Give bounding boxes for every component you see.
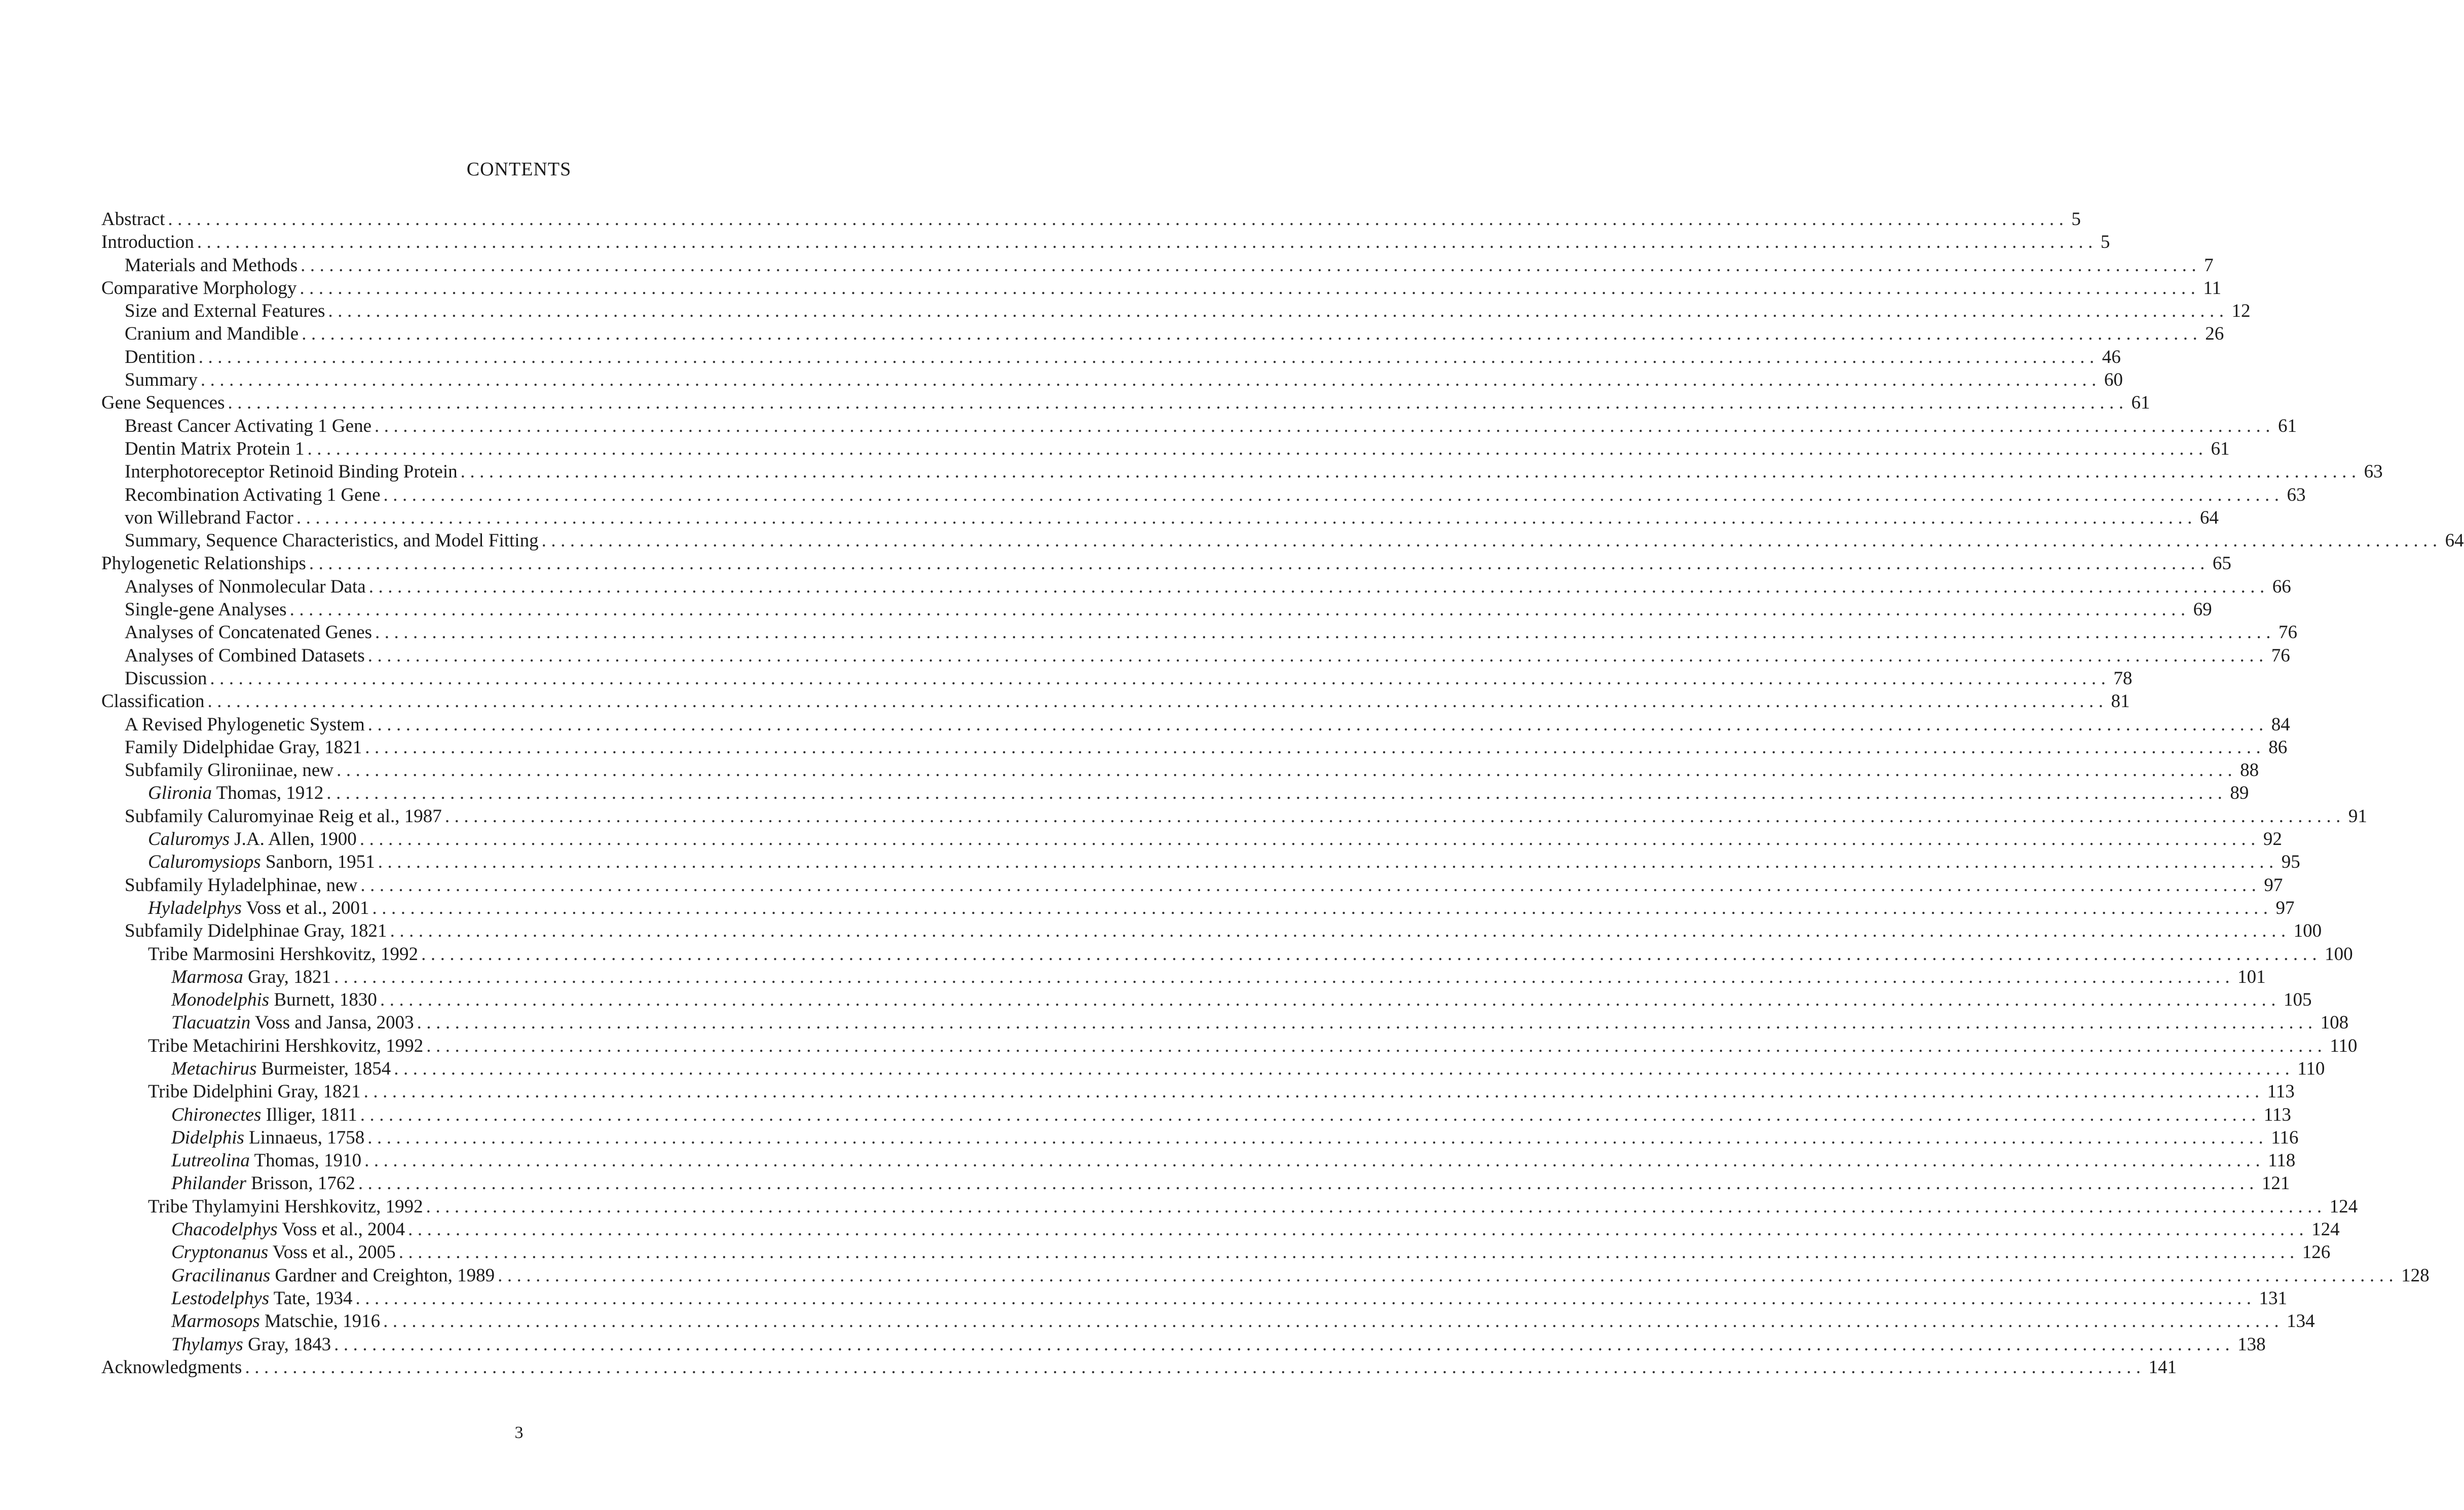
- toc-entry: [101, 667, 2133, 690]
- toc-entry-page: 84: [2271, 714, 2290, 735]
- dot-leader: ........................................................................................................................................................................................................: [326, 783, 2227, 804]
- toc-entry-title: [125, 460, 458, 483]
- dot-leader: ........................................................................................................................................................................................................: [372, 897, 2273, 918]
- toc-entry-title: [101, 231, 194, 253]
- toc-entry-genus: Glironia: [148, 783, 212, 804]
- toc-entry-title: [125, 644, 365, 667]
- toc-entry-page: 7: [2204, 254, 2214, 276]
- toc-entry-page: 61: [2278, 415, 2297, 436]
- toc-entry-text: von Willebrand Factor: [125, 507, 293, 528]
- toc-entry-page: 138: [2237, 1334, 2266, 1355]
- toc-entry-text: Voss et al., 2005: [272, 1242, 396, 1263]
- toc-entry-genus: Philander: [171, 1173, 246, 1194]
- toc-entry-genus: Chacodelphys: [171, 1219, 278, 1240]
- toc-entry-page: 69: [2193, 599, 2212, 620]
- toc-entry: [101, 966, 2266, 988]
- dot-leader: ........................................................................................................................................................................................................: [328, 301, 2229, 322]
- toc-entry-title: [148, 782, 323, 804]
- toc-entry: [101, 805, 2367, 828]
- dot-leader: ........................................................................................................................................................................................................: [383, 1311, 2284, 1332]
- toc-entry-page: 81: [2111, 691, 2130, 712]
- toc-entry-page: 134: [2287, 1311, 2315, 1332]
- toc-entry-text: Gray, 1821: [248, 966, 331, 987]
- toc-entry-text: Sanborn, 1951: [265, 852, 375, 873]
- toc-entry-title: [125, 369, 198, 391]
- toc-entry-genus: Marmosops: [171, 1311, 260, 1332]
- dot-leader: ........................................................................................................................................................................................................: [383, 484, 2284, 505]
- toc-entry: [101, 254, 2214, 277]
- toc-entry-page: 89: [2230, 783, 2249, 804]
- toc-entry-page: 113: [2263, 1104, 2291, 1125]
- toc-entry-genus: Lestodelphys: [171, 1287, 270, 1309]
- toc-entry-genus: Tlacuatzin: [171, 1012, 251, 1034]
- toc-entry-text: Single-gene Analyses: [125, 599, 287, 620]
- toc-entry-page: 46: [2102, 346, 2121, 367]
- toc-entry: [101, 391, 2150, 414]
- dot-leader: ........................................................................................................................................................................................................: [289, 599, 2190, 620]
- toc-entry-page: 86: [2268, 736, 2288, 758]
- dot-leader: ........................................................................................................................................................................................................: [380, 989, 2281, 1011]
- toc-entry-text: Introduction: [101, 232, 194, 253]
- toc-entry-text: Breast Cancer Activating 1 Gene: [125, 415, 371, 436]
- toc-entry-title: [148, 828, 357, 851]
- toc-entry-text: A Revised Phylogenetic System: [125, 714, 365, 735]
- toc-entry-title: [171, 1126, 364, 1149]
- toc-entry-title: [171, 1333, 331, 1356]
- toc-entry-title: [125, 322, 298, 345]
- dot-leader: ........................................................................................................................................................................................................: [367, 1127, 2268, 1148]
- toc-entry-title: [125, 300, 325, 322]
- toc-entry: [101, 322, 2224, 345]
- dot-leader: ........................................................................................................................................................................................................: [245, 1356, 2146, 1378]
- toc-entry-page: 78: [2113, 668, 2133, 689]
- dot-leader: ........................................................................................................................................................................................................: [390, 920, 2291, 942]
- dot-leader: ........................................................................................................................................................................................................: [307, 438, 2208, 459]
- toc-entry-title: [171, 966, 331, 988]
- dot-leader: ........................................................................................................................................................................................................: [408, 1219, 2309, 1240]
- toc-entry-page: 113: [2267, 1081, 2295, 1102]
- toc-entry-text: Family Didelphidae Gray, 1821: [125, 736, 362, 758]
- toc-entry-genus: Marmosa: [171, 966, 243, 987]
- toc-entry-text: Subfamily Caluromyinae Reig et al., 1987: [125, 805, 442, 827]
- dot-leader: ........................................................................................................................................................................................................: [360, 874, 2261, 896]
- toc-entry-page: 64: [2445, 530, 2464, 551]
- toc-entry-page: 131: [2259, 1287, 2287, 1309]
- dot-leader: ........................................................................................................................................................................................................: [210, 668, 2111, 689]
- dot-leader: ........................................................................................................................................................................................................: [498, 1265, 2399, 1286]
- toc-entry-title: [148, 1080, 361, 1103]
- dot-leader: ........................................................................................................................................................................................................: [355, 1287, 2256, 1309]
- toc-entry-text: Gardner and Creighton, 1989: [275, 1265, 495, 1286]
- toc-entry-text: Tribe Metachirini Hershkovitz, 1992: [148, 1035, 424, 1056]
- toc-entry-page: 76: [2279, 622, 2298, 643]
- toc-entry-text: Burnett, 1830: [274, 989, 377, 1011]
- toc-entry-title: [125, 736, 362, 759]
- dot-leader: ........................................................................................................................................................................................................: [375, 415, 2275, 436]
- toc-entry-page: 12: [2231, 301, 2251, 322]
- toc-entry-text: Comparative Morphology: [101, 277, 297, 299]
- toc-entry-genus: Caluromysiops: [148, 852, 261, 873]
- toc-entry-text: Classification: [101, 691, 205, 712]
- toc-entry: [101, 208, 2081, 231]
- toc-entry-page: 97: [2275, 897, 2295, 918]
- toc-entry-text: Subfamily Glironiinae, new: [125, 760, 334, 781]
- toc-entry: [101, 346, 2121, 369]
- toc-entry: [101, 621, 2298, 644]
- toc-entry-page: 121: [2261, 1173, 2290, 1194]
- toc-entry-text: Dentition: [125, 346, 196, 367]
- toc-entry: [101, 759, 2259, 782]
- toc-entry-title: [125, 529, 539, 552]
- toc-entry-title: [148, 1195, 423, 1218]
- toc-entry-title: [101, 552, 306, 575]
- toc-entry-page: 11: [2203, 277, 2221, 299]
- page-title: CONTENTS: [466, 159, 572, 180]
- toc-entry-title: [171, 988, 377, 1011]
- toc-entry: [101, 851, 2300, 873]
- toc-entry: [101, 460, 2383, 483]
- toc-entry-genus: Didelphis: [171, 1127, 244, 1148]
- dot-leader: ........................................................................................................................................................................................................: [398, 1242, 2299, 1263]
- toc-entry: [101, 300, 2251, 322]
- toc-entry: [101, 1218, 2340, 1241]
- toc-entry-page: 128: [2401, 1265, 2430, 1286]
- toc-entry-text: Subfamily Hyladelphinae, new: [125, 874, 358, 896]
- toc-entry: [101, 644, 2290, 667]
- toc-entry-page: 108: [2320, 1012, 2349, 1034]
- toc-entry-title: [101, 208, 165, 231]
- toc-entry-title: [148, 943, 418, 966]
- toc-entry-page: 91: [2348, 805, 2367, 827]
- toc-entry-title: [171, 1149, 361, 1172]
- toc-entry-genus: Thylamys: [171, 1334, 243, 1355]
- toc-entry-text: Gray, 1843: [248, 1334, 331, 1355]
- toc-entry-title: [125, 437, 305, 460]
- toc-entry-title: [125, 254, 297, 277]
- toc-entry-page: 88: [2240, 760, 2259, 781]
- toc-entry-title: [125, 713, 365, 736]
- dot-leader: ........................................................................................................................................................................................................: [334, 1334, 2235, 1355]
- toc-entry: [101, 919, 2322, 942]
- toc-entry-page: 5: [2100, 232, 2110, 253]
- toc-entry: [101, 1333, 2266, 1356]
- toc-entry: [101, 1103, 2291, 1126]
- toc-entry-page: 100: [2293, 920, 2322, 942]
- toc-entry: [101, 1057, 2325, 1080]
- page-number: 3: [514, 1423, 524, 1442]
- toc-entry: [101, 1356, 2177, 1379]
- toc-entry: [101, 874, 2283, 897]
- toc-entry-title: [171, 1103, 357, 1126]
- toc-entry-page: 92: [2263, 829, 2282, 850]
- toc-entry-text: Summary, Sequence Characteristics, and Model Fitting: [125, 530, 539, 551]
- toc-entry: [101, 484, 2306, 506]
- toc-entry-page: 95: [2281, 852, 2300, 873]
- toc-entry-title: [171, 1218, 405, 1241]
- toc-entry-text: Matschie, 1916: [265, 1311, 381, 1332]
- dot-leader: ........................................................................................................................................................................................................: [368, 576, 2269, 597]
- toc-entry: [101, 1287, 2287, 1310]
- dot-leader: ........................................................................................................................................................................................................: [197, 232, 2098, 253]
- dot-leader: ........................................................................................................................................................................................................: [300, 277, 2200, 299]
- dot-leader: ........................................................................................................................................................................................................: [168, 209, 2069, 230]
- toc-entry: [101, 1310, 2315, 1333]
- dot-leader: ........................................................................................................................................................................................................: [200, 370, 2101, 391]
- toc-entry-title: [101, 391, 225, 414]
- toc-entry-title: [171, 1264, 495, 1287]
- toc-entry-text: Brisson, 1762: [251, 1173, 355, 1194]
- toc-entry: [101, 713, 2290, 736]
- toc-entry-text: Size and External Features: [125, 301, 325, 322]
- toc-entry-text: Dentin Matrix Protein 1: [125, 438, 305, 459]
- toc-entry-page: 141: [2148, 1356, 2177, 1378]
- table-of-contents: [101, 208, 2464, 1379]
- toc-entry: [101, 782, 2249, 804]
- dot-leader: ........................................................................................................................................................................................................: [460, 461, 2361, 483]
- toc-entry: [101, 1172, 2290, 1195]
- toc-entry-page: 66: [2272, 576, 2291, 597]
- toc-entry-title: [171, 1011, 414, 1034]
- toc-entry-page: 63: [2287, 484, 2306, 505]
- toc-entry: [101, 1035, 2358, 1057]
- toc-entry: [101, 506, 2219, 529]
- toc-entry-title: [171, 1287, 352, 1310]
- toc-entry-page: 124: [2311, 1219, 2340, 1240]
- toc-entry-page: 63: [2364, 461, 2383, 483]
- toc-entry-page: 5: [2071, 209, 2081, 230]
- toc-entry-text: Phylogenetic Relationships: [101, 553, 306, 574]
- toc-entry: [101, 736, 2288, 759]
- dot-leader: ........................................................................................................................................................................................................: [394, 1058, 2295, 1079]
- toc-entry-text: Analyses of Combined Datasets: [125, 645, 365, 666]
- dot-leader: ........................................................................................................................................................................................................: [444, 805, 2345, 827]
- dot-leader: ........................................................................................................................................................................................................: [359, 829, 2260, 850]
- toc-entry: [101, 415, 2297, 437]
- dot-leader: ........................................................................................................................................................................................................: [337, 760, 2237, 781]
- toc-entry-page: 105: [2283, 989, 2312, 1011]
- toc-entry-text: Voss et al., 2004: [282, 1219, 405, 1240]
- toc-entry-text: Acknowledgments: [101, 1356, 242, 1378]
- dot-leader: ........................................................................................................................................................................................................: [207, 691, 2108, 712]
- toc-entry-page: 26: [2205, 323, 2224, 345]
- toc-entry-text: Cranium and Mandible: [125, 323, 299, 345]
- dot-leader: ........................................................................................................................................................................................................: [228, 392, 2129, 414]
- toc-entry-title: [101, 277, 296, 300]
- toc-entry: [101, 1264, 2430, 1287]
- dot-leader: ........................................................................................................................................................................................................: [334, 966, 2235, 987]
- dot-leader: ........................................................................................................................................................................................................: [360, 1104, 2261, 1125]
- toc-entry-title: [171, 1057, 391, 1080]
- toc-entry-text: Burmeister, 1854: [261, 1058, 391, 1079]
- toc-entry-text: Linnaeus, 1758: [249, 1127, 365, 1148]
- toc-entry-page: 118: [2268, 1150, 2296, 1171]
- toc-entry-page: 126: [2302, 1242, 2331, 1263]
- dot-leader: ........................................................................................................................................................................................................: [426, 1196, 2327, 1217]
- dot-leader: ........................................................................................................................................................................................................: [367, 714, 2268, 735]
- dot-leader: ........................................................................................................................................................................................................: [417, 1012, 2318, 1034]
- toc-entry: [101, 943, 2353, 966]
- toc-entry-page: 110: [2297, 1058, 2325, 1079]
- toc-entry-title: [125, 759, 333, 782]
- toc-entry-page: 97: [2264, 874, 2283, 896]
- dot-leader: ........................................................................................................................................................................................................: [541, 530, 2442, 551]
- dot-leader: ........................................................................................................................................................................................................: [358, 1173, 2259, 1194]
- toc-entry: [101, 529, 2464, 552]
- toc-entry: [101, 277, 2221, 300]
- toc-entry-text: Abstract: [101, 209, 165, 230]
- toc-entry-genus: Caluromys: [148, 829, 230, 850]
- toc-entry-page: 101: [2237, 966, 2266, 987]
- dot-leader: ........................................................................................................................................................................................................: [367, 645, 2268, 666]
- dot-leader: ........................................................................................................................................................................................................: [364, 1150, 2265, 1171]
- toc-entry-title: [125, 506, 293, 529]
- toc-entry-title: [125, 874, 357, 897]
- toc-entry-title: [125, 598, 287, 621]
- toc-entry: [101, 575, 2291, 598]
- toc-entry-title: [125, 346, 196, 369]
- toc-entry-genus: Metachirus: [171, 1058, 257, 1079]
- toc-entry-page: 100: [2325, 943, 2353, 965]
- toc-entry-title: [148, 897, 369, 919]
- toc-entry: [101, 828, 2282, 851]
- toc-entry: [101, 1149, 2296, 1172]
- toc-entry-genus: Monodelphis: [171, 989, 270, 1011]
- toc-entry-title: [101, 690, 204, 713]
- toc-entry: [101, 690, 2130, 713]
- toc-entry-text: Discussion: [125, 668, 207, 689]
- toc-entry-text: Analyses of Nonmolecular Data: [125, 576, 366, 597]
- toc-entry: [101, 231, 2110, 253]
- toc-entry-title: [171, 1241, 396, 1264]
- dot-leader: ........................................................................................................................................................................................................: [301, 254, 2201, 276]
- toc-entry: [101, 897, 2295, 919]
- toc-entry-title: [125, 621, 372, 644]
- toc-entry-page: 110: [2330, 1035, 2358, 1056]
- toc-entry-page: 64: [2199, 507, 2219, 528]
- toc-entry-text: Gene Sequences: [101, 392, 225, 414]
- toc-entry-title: [171, 1172, 355, 1195]
- toc-entry-text: Thomas, 1912: [216, 783, 324, 804]
- toc-entry-genus: Gracilinanus: [171, 1265, 271, 1286]
- toc-entry-text: Voss and Jansa, 2003: [254, 1012, 414, 1034]
- dot-leader: ........................................................................................................................................................................................................: [426, 1035, 2327, 1056]
- toc-entry: [101, 437, 2230, 460]
- toc-entry-text: Tribe Thylamyini Hershkovitz, 1992: [148, 1196, 423, 1217]
- toc-entry-page: 116: [2271, 1127, 2299, 1148]
- toc-entry-title: [171, 1310, 380, 1333]
- toc-entry: [101, 552, 2231, 575]
- toc-entry-title: [101, 1356, 242, 1379]
- toc-entry: [101, 1241, 2331, 1264]
- toc-entry: [101, 1080, 2295, 1103]
- toc-entry-text: Tribe Marmosini Hershkovitz, 1992: [148, 943, 419, 965]
- dot-leader: ........................................................................................................................................................................................................: [302, 323, 2202, 345]
- toc-entry: [101, 598, 2212, 621]
- toc-entry-text: Subfamily Didelphinae Gray, 1821: [125, 920, 387, 942]
- toc-entry: [101, 988, 2312, 1011]
- dot-leader: ........................................................................................................................................................................................................: [296, 507, 2197, 528]
- toc-entry-title: [148, 1035, 423, 1057]
- dot-leader: ........................................................................................................................................................................................................: [375, 622, 2276, 643]
- toc-entry-text: Tate, 1934: [273, 1287, 353, 1309]
- dot-leader: ........................................................................................................................................................................................................: [365, 736, 2266, 758]
- toc-entry-text: Materials and Methods: [125, 254, 298, 276]
- dot-leader: ........................................................................................................................................................................................................: [309, 553, 2210, 574]
- toc-entry-text: Voss et al., 2001: [246, 897, 369, 918]
- toc-entry-title: [125, 919, 387, 942]
- toc-entry-title: [125, 667, 207, 690]
- toc-entry-page: 124: [2329, 1196, 2358, 1217]
- toc-entry-genus: Chironectes: [171, 1104, 262, 1125]
- toc-entry-text: Summary: [125, 370, 198, 391]
- toc-entry-title: [125, 415, 371, 437]
- toc-entry: [101, 1195, 2358, 1218]
- dot-leader: ........................................................................................................................................................................................................: [198, 346, 2099, 367]
- dot-leader: ........................................................................................................................................................................................................: [421, 943, 2322, 965]
- toc-entry-text: Thomas, 1910: [254, 1150, 362, 1171]
- dot-leader: ........................................................................................................................................................................................................: [378, 852, 2279, 873]
- toc-entry-genus: Cryptonanus: [171, 1242, 269, 1263]
- toc-entry-text: Recombination Activating 1 Gene: [125, 484, 381, 505]
- toc-entry-title: [148, 851, 375, 873]
- toc-entry-text: Analyses of Concatenated Genes: [125, 622, 372, 643]
- toc-entry-genus: Hyladelphys: [148, 897, 242, 918]
- toc-entry-page: 61: [2211, 438, 2230, 459]
- toc-entry-title: [125, 484, 381, 506]
- toc-entry: [101, 1011, 2349, 1034]
- toc-entry-page: 60: [2104, 370, 2123, 391]
- toc-entry: [101, 369, 2123, 391]
- toc-entry-title: [125, 575, 366, 598]
- toc-entry-title: [125, 805, 442, 828]
- toc-entry-page: 61: [2131, 392, 2150, 414]
- toc-entry-page: 65: [2212, 553, 2231, 574]
- toc-entry-page: 76: [2271, 645, 2290, 666]
- toc-entry-text: Interphotoreceptor Retinoid Binding Protein: [125, 461, 458, 483]
- toc-entry-genus: Lutreolina: [171, 1150, 250, 1171]
- toc-entry-text: Tribe Didelphini Gray, 1821: [148, 1081, 361, 1102]
- toc-entry-text: J.A. Allen, 1900: [234, 829, 357, 850]
- dot-leader: ........................................................................................................................................................................................................: [363, 1081, 2264, 1102]
- toc-entry: [101, 1126, 2299, 1149]
- toc-entry-text: Illiger, 1811: [266, 1104, 357, 1125]
